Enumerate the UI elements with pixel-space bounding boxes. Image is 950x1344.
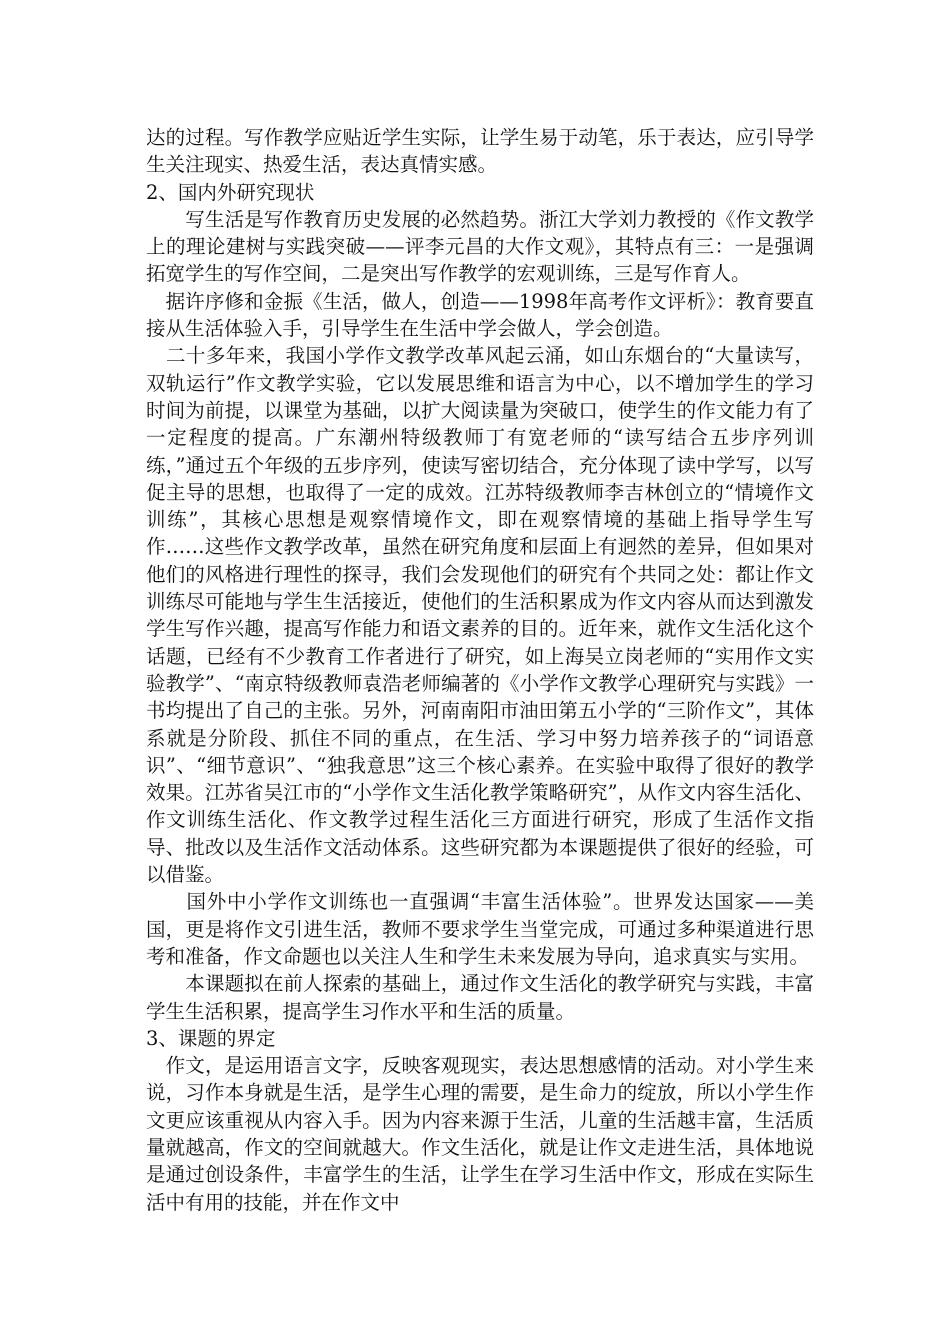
paragraph-liu-li: 写生活是写作教育历史发展的必然趋势。浙江大学刘力教授的《作文教学上的理论建树与实践突破——评李元昌的大作文观》，其特点有三：一是强调拓宽学生的写作空间，二是突出写作教学的宏观训练，三是写作育人。 [146,207,814,286]
document-page [146,124,814,1216]
paragraph-project-aim: 本课题拟在前人探索的基础上，通过作文生活化的教学研究与实践，丰富学生生活积累，提高学生习作水平和生活的质量。 [146,972,814,1023]
section-heading-definition: 3、课题的界定 [146,1026,276,1050]
paragraph-continuation: 达的过程。写作教学应贴近学生实际，让学生易于动笔，乐于表达，应引导学生关注现实、热爱生活，表达真情实感。 [146,126,814,177]
paragraph-domestic-reform: 二十多年来，我国小学作文教学改革风起云涌，如山东烟台的“大量读写，双轨运行”作文教学实验，它以发展思维和语言为中心，以不增加学生的学习时间为前提，以课堂为基础，以扩大阅读量为突破口，使学生的作文能力有了一定程度的提高。广东潮州特级教师丁有宽老师的“读写结合五步序列训练，”通过五个年级的五步序列，使读写密切结合，充分体现了读中学写，以写促主导的思想，也取得了一定的成效。江苏特级教师李吉林创立的“情境作文训练”，其核心思想是观察情境作文，即在观察情境的基础上指导学生写作……这些作文教学改革，虽然在研究角度和层面上有迥然的差异，但如果对他们的风格进行理性的探寻，我们会发现他们的研究有个共同之处：都让作文训练尽可能地与学生生活接近，使他们的生活积累成为作文内容从而达到激发学生写作兴趣，提高写作能力和语文素养的目的。近年来，就作文生活化这个话题，已经有不少教育工作者进行了研究，如上海吴立岗老师的“实用作文实验教学”、“南京特级教师袁浩老师编著的《小学作文教学心理研究与实践》一书均提出了自己的主张。另外，河南南阳市油田第五小学的“三阶作文”，其体系就是分阶段、抓住不同的重点，在生活、学习中努力培养孩子的“词语意识”、“细节意识”、“独我意思”这三个核心素养。在实验中取得了很好的教学效果。江苏省吴江市的“小学作文生活化教学策略研究”，从作文内容生活化、作文训练生活化、作文教学过程生活化三方面进行研究，形成了生活作文指导、批改以及生活作文活动体系。这些研究都为本课题提供了很好的经验，可以借鉴。 [146,344,814,887]
paragraph-xu-jin: 据许序修和金振《生活，做人，创造——1998年高考作文评析》：教育要直接从生活体验入手，引导学生在生活中学会做人，学会创造。 [146,289,814,341]
paragraph-definition: 作文，是运用语言文字，反映客观现实，表达思想感情的活动。对小学生来说，习作本身就是生活，是学生心理的需要，是生命力的绽放，所以小学生作文更应该重视从内容入手。因为内容来源于生活，儿童的生活越丰富，生活质量就越高，作文的空间就越大。作文生活化，就是让作文走进生活，具体地说是通过创设条件，丰富学生的生活，让学生在学习生活中作文，形成在实际生活中有用的技能，并在作文中 [146,1054,814,1214]
paragraph-foreign-research: 国外中小学作文训练也一直强调“丰富生活体验”。世界发达国家——美国，更是将作文引进生活，教师不要求学生当堂完成，可通过多种渠道进行思考和准备，作文命题也以关注人生和学生未来发展为导向，追求真实与实用。 [146,890,814,968]
section-heading-research-status: 2、国内外研究现状 [146,180,315,204]
